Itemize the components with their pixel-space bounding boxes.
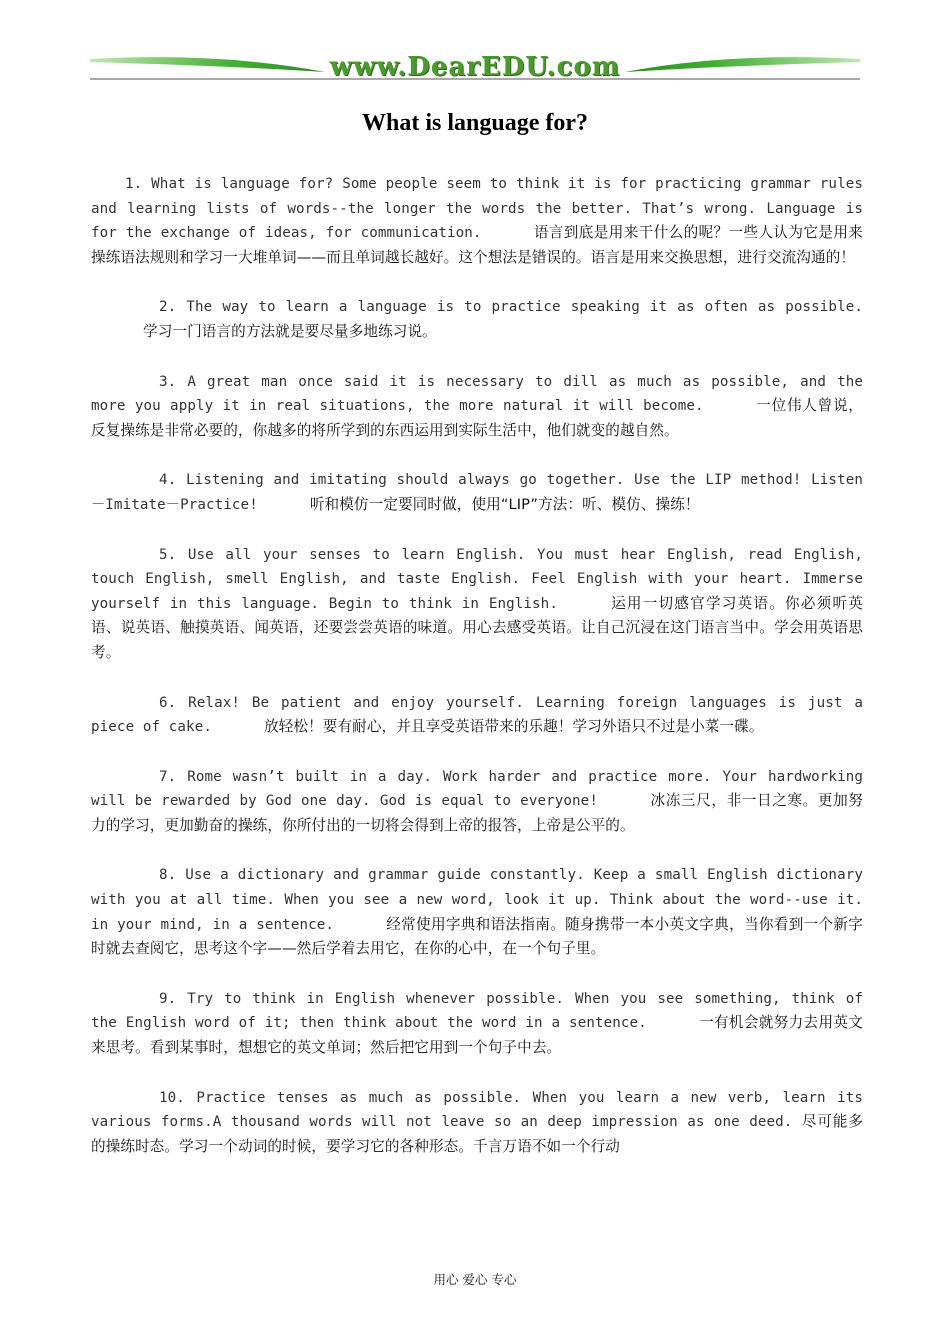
paragraph-english: 8. Use a dictionary and grammar guide constantly. Keep a small English dictionary with you at all time. When you see a new word, look it up. Think about the word--use it. in your mind, in a sentence. <box>91 867 863 933</box>
paragraph-chinese: 语言到底是用来干什么的呢？一些人认为它是用来操练语法规则和学习一大堆单词——而且单词越长越好。这个想法是错误的。语言是用来交换思想，进行交流沟通的！ <box>91 224 864 266</box>
paragraph-chinese: 一有机会就努力去用英文来思考。看到某事时，想想它的英文单词；然后把它用到一个句子中去。 <box>91 1014 863 1057</box>
paragraph-5 <box>91 543 863 666</box>
paragraph-chinese: 尽可能多的操练时态。学习一个动词的时候，要学习它的各种形态。千言万语不如一个行动 <box>91 1113 863 1155</box>
paragraph-english: 5. Use all your senses to learn English. You must hear English, read English, touch English, smell English, and taste English. Feel English with your heart. Immerse yourself in this language. Begin to think in English. <box>91 546 863 612</box>
paragraph-chinese: 经常使用字典和语法指南。随身携带一本小英文字典，当你看到一个新字时就去查阅它，思考这个字——然后学着去用它，在你的心中，在一个句子里。 <box>91 915 864 958</box>
page-title: What is language for? <box>361 110 588 136</box>
paragraph-english: 2. The way to learn a language is to practice speaking it as often as possible. <box>159 299 863 316</box>
paragraph-chinese: 学习一门语言的方法就是要尽量多地练习说。 <box>143 322 437 340</box>
paragraph-chinese: 冰冻三尺，非一日之寒。更加努力的学习，更加勤奋的操练，你所付出的一切将会得到上帝的报答，上帝是公平的。 <box>91 792 863 834</box>
paragraph-10 <box>91 1086 863 1160</box>
paragraph-english: 1. What is language for? Some people seem to think it is for practicing grammar rules and learning lists of words--the longer the words the better. That’s wrong. Language is for the exchange of ideas, for communication. <box>91 176 863 242</box>
paragraph-2 <box>91 295 863 344</box>
paragraph-7 <box>91 765 863 839</box>
site-logo[interactable]: www.DearEDU.com <box>329 52 621 82</box>
paragraph-chinese: 运用一切感官学习英语。你必须听英语、说英语、触摸英语、闻英语，还要尝尝英语的味道。用心去感受英语。让自己沉浸在这门语言当中。学会用英语思考。 <box>91 594 863 661</box>
site-header <box>90 50 860 84</box>
paragraph-8 <box>91 863 863 961</box>
paragraph-3 <box>91 370 863 444</box>
paragraph-english: 10. Practice tenses as much as possible. When you learn a new verb, learn its various forms.A thousand words will not leave so an deep impression as one deed. <box>91 1089 863 1131</box>
paragraph-english: 7. Rome wasn’t built in a day. Work harder and practice more. Your hardworking will be rewarded by God one day. God is equal to everyone! <box>91 768 863 810</box>
paragraph-english: 4. Listening and imitating should always go together. Use the LIP method! Listen－Imitate－Practice! <box>91 472 863 513</box>
page-footer: 用心 爱心 专心 <box>433 1272 517 1287</box>
paragraph-6 <box>91 691 863 740</box>
article-body <box>91 172 863 1184</box>
paragraph-9 <box>91 987 863 1061</box>
paragraph-chinese: 放轻松！要有耐心，并且享受英语带来的乐趣！学习外语只不过是小菜一碟。 <box>263 718 764 736</box>
paragraph-english: 9. Try to think in English whenever possible. When you see something, think of the English word of it; then think about the word in a sentence. <box>91 990 863 1032</box>
paragraph-4 <box>91 468 863 517</box>
paragraph-chinese: 听和模仿一定要同时做，使用“LIP”方法：听、模仿、操练！ <box>309 495 700 513</box>
paragraph-chinese: 一位伟人曾说，反复操练是非常必要的，你越多的将所学到的东西运用到实际生活中，他们就变的越自然。 <box>91 397 863 439</box>
paragraph-english: 6. Relax! Be patient and enjoy yourself. Learning foreign languages is just a piece of cake. <box>91 694 863 736</box>
paragraph-english: 3. A great man once said it is necessary to dill as much as possible, and the more you apply it in real situations, the more natural it will become. <box>91 373 863 415</box>
paragraph-1 <box>91 172 863 270</box>
